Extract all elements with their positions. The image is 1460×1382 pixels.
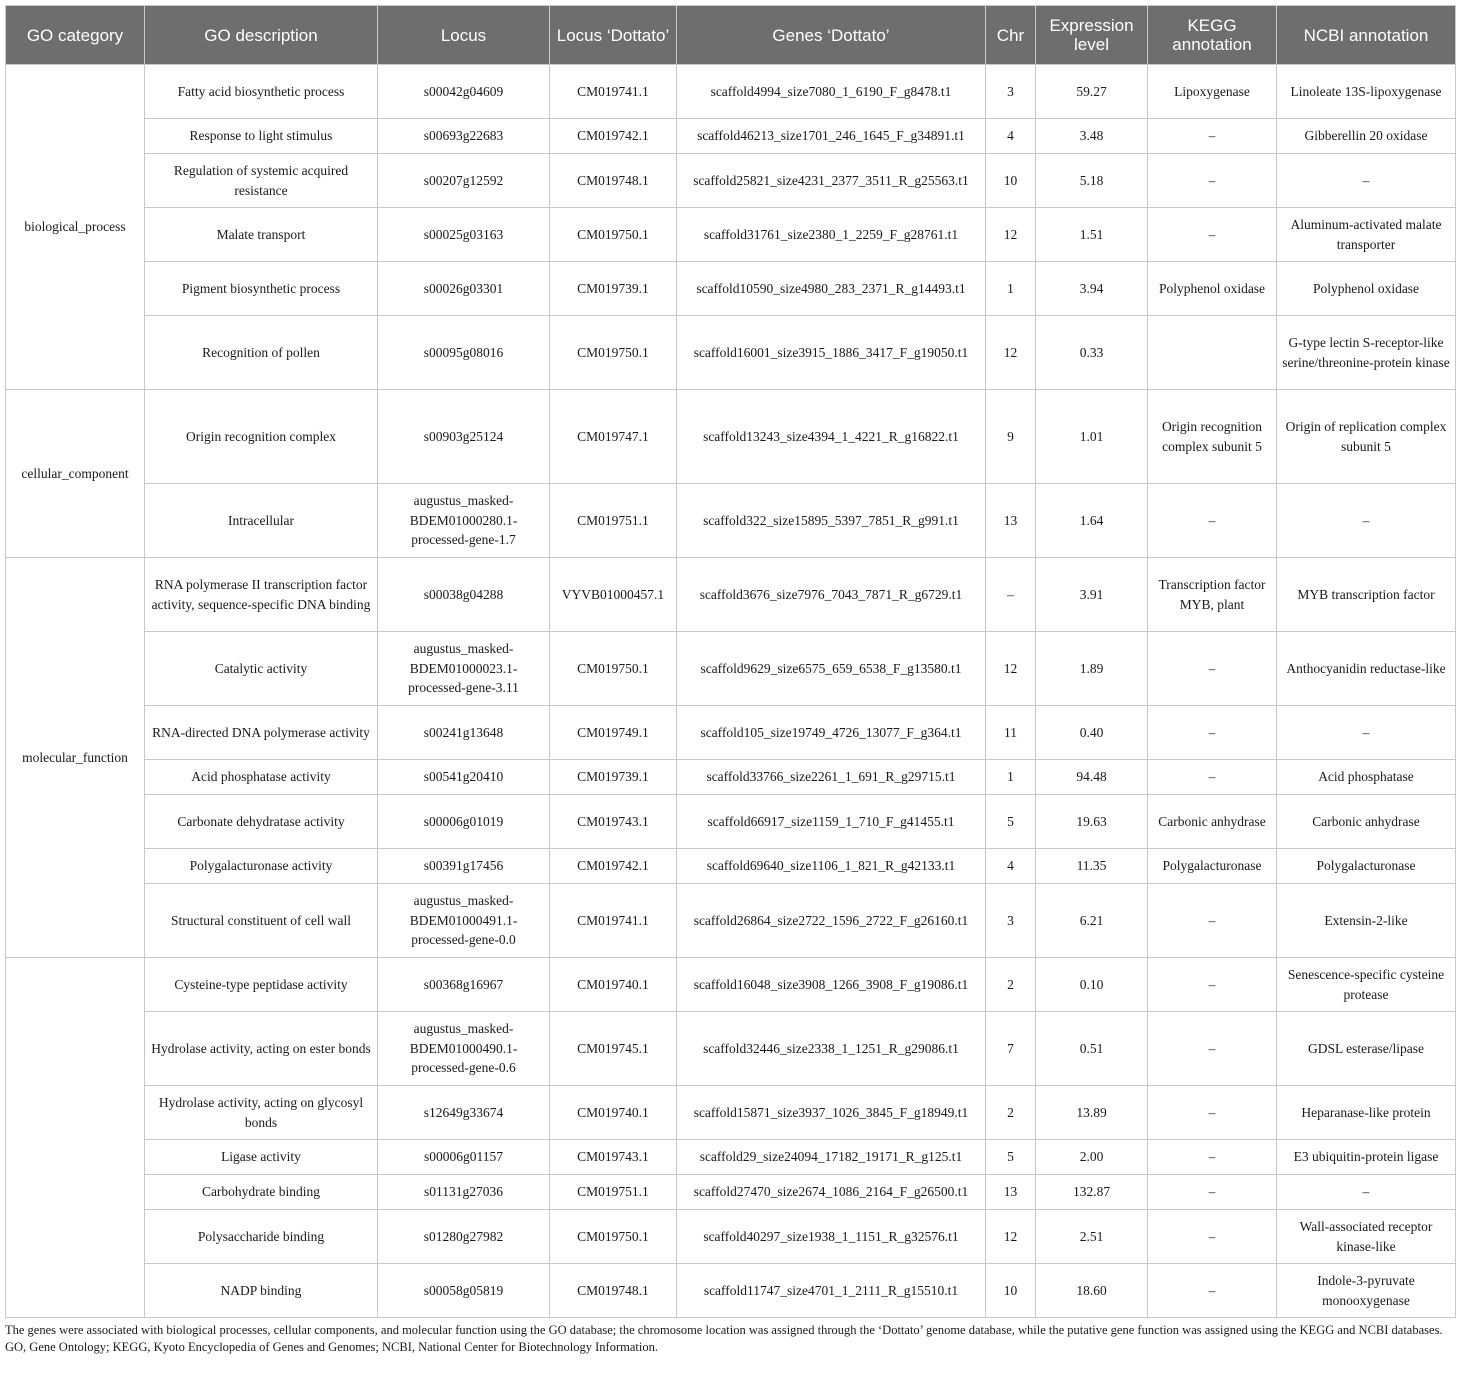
- cell-gene-dottato: scaffold322_size15895_5397_7851_R_g991.t1: [677, 484, 986, 558]
- table-row: [6, 119, 1456, 154]
- cell-expression-level: 0.51: [1036, 1012, 1148, 1086]
- cell-go-description: RNA-directed DNA polymerase activity: [145, 706, 378, 760]
- cell-kegg-annotation: Transcription factor MYB, plant: [1148, 558, 1277, 632]
- cell-ncbi-annotation: –: [1277, 154, 1456, 208]
- table-row: [6, 884, 1456, 958]
- cell-gene-dottato: scaffold10590_size4980_283_2371_R_g14493.t1: [677, 262, 986, 316]
- cell-go-category: molecular_function: [6, 558, 145, 958]
- cell-chr: 13: [986, 1175, 1036, 1210]
- cell-locus-dottato: CM019748.1: [550, 154, 677, 208]
- cell-ncbi-annotation: Senescence-specific cysteine protease: [1277, 958, 1456, 1012]
- cell-chr: 11: [986, 706, 1036, 760]
- cell-chr: 4: [986, 119, 1036, 154]
- cell-locus-dottato: CM019745.1: [550, 1012, 677, 1086]
- cell-locus-dottato: CM019747.1: [550, 390, 677, 484]
- cell-ncbi-annotation: Polygalacturonase: [1277, 849, 1456, 884]
- table-header: [6, 6, 1456, 65]
- cell-gene-dottato: scaffold31761_size2380_1_2259_F_g28761.t1: [677, 208, 986, 262]
- cell-kegg-annotation: –: [1148, 119, 1277, 154]
- cell-go-description: RNA polymerase II transcription factor activity, sequence-specific DNA binding: [145, 558, 378, 632]
- cell-chr: –: [986, 558, 1036, 632]
- cell-kegg-annotation: –: [1148, 1086, 1277, 1140]
- table-row: [6, 390, 1456, 484]
- go-annotation-table: [5, 5, 1456, 1318]
- cell-ncbi-annotation: G-type lectin S-receptor-like serine/threonine-protein kinase: [1277, 316, 1456, 390]
- cell-locus-dottato: CM019743.1: [550, 795, 677, 849]
- cell-ncbi-annotation: –: [1277, 1175, 1456, 1210]
- cell-go-description: Malate transport: [145, 208, 378, 262]
- cell-ncbi-annotation: Origin of replication complex subunit 5: [1277, 390, 1456, 484]
- cell-gene-dottato: scaffold66917_size1159_1_710_F_g41455.t1: [677, 795, 986, 849]
- cell-kegg-annotation: –: [1148, 154, 1277, 208]
- cell-go-description: Regulation of systemic acquired resistance: [145, 154, 378, 208]
- cell-gene-dottato: scaffold25821_size4231_2377_3511_R_g25563.t1: [677, 154, 986, 208]
- cell-locus-dottato: VYVB01000457.1: [550, 558, 677, 632]
- cell-kegg-annotation: –: [1148, 1210, 1277, 1264]
- cell-kegg-annotation: Polygalacturonase: [1148, 849, 1277, 884]
- cell-ncbi-annotation: E3 ubiquitin-protein ligase: [1277, 1140, 1456, 1175]
- cell-gene-dottato: scaffold4994_size7080_1_6190_F_g8478.t1: [677, 65, 986, 119]
- cell-chr: 10: [986, 154, 1036, 208]
- cell-go-description: Response to light stimulus: [145, 119, 378, 154]
- cell-kegg-annotation: –: [1148, 958, 1277, 1012]
- cell-kegg-annotation: Carbonic anhydrase: [1148, 795, 1277, 849]
- cell-ncbi-annotation: Indole-3-pyruvate monooxygenase: [1277, 1264, 1456, 1318]
- cell-locus: s00058g05819: [378, 1264, 550, 1318]
- cell-kegg-annotation: –: [1148, 1012, 1277, 1086]
- cell-expression-level: 59.27: [1036, 65, 1148, 119]
- cell-locus: s01131g27036: [378, 1175, 550, 1210]
- cell-gene-dottato: scaffold29_size24094_17182_19171_R_g125.t1: [677, 1140, 986, 1175]
- cell-chr: 5: [986, 795, 1036, 849]
- cell-gene-dottato: scaffold33766_size2261_1_691_R_g29715.t1: [677, 760, 986, 795]
- table-row: [6, 760, 1456, 795]
- header-kegg-annotation: KEGG annotation: [1148, 6, 1277, 65]
- cell-locus-dottato: CM019749.1: [550, 706, 677, 760]
- table-row: [6, 1210, 1456, 1264]
- cell-locus-dottato: CM019751.1: [550, 484, 677, 558]
- cell-locus-dottato: CM019739.1: [550, 262, 677, 316]
- cell-ncbi-annotation: Heparanase-like protein: [1277, 1086, 1456, 1140]
- cell-locus: s00025g03163: [378, 208, 550, 262]
- cell-expression-level: 19.63: [1036, 795, 1148, 849]
- cell-locus: s00038g04288: [378, 558, 550, 632]
- cell-locus: s00026g03301: [378, 262, 550, 316]
- table-row: [6, 706, 1456, 760]
- cell-expression-level: 1.89: [1036, 632, 1148, 706]
- cell-gene-dottato: scaffold32446_size2338_1_1251_R_g29086.t1: [677, 1012, 986, 1086]
- cell-go-category: biological_process: [6, 65, 145, 390]
- header-row: [6, 6, 1456, 65]
- cell-chr: 1: [986, 262, 1036, 316]
- table-row: [6, 208, 1456, 262]
- cell-expression-level: 0.40: [1036, 706, 1148, 760]
- cell-locus: augustus_masked-BDEM01000023.1-processed-gene-3.11: [378, 632, 550, 706]
- cell-kegg-annotation: –: [1148, 484, 1277, 558]
- cell-locus-dottato: CM019742.1: [550, 849, 677, 884]
- cell-expression-level: 2.00: [1036, 1140, 1148, 1175]
- cell-locus-dottato: CM019743.1: [550, 1140, 677, 1175]
- cell-go-category: cellular_component: [6, 390, 145, 558]
- cell-locus-dottato: CM019740.1: [550, 958, 677, 1012]
- cell-gene-dottato: scaffold9629_size6575_659_6538_F_g13580.t1: [677, 632, 986, 706]
- cell-chr: 10: [986, 1264, 1036, 1318]
- cell-locus-dottato: CM019751.1: [550, 1175, 677, 1210]
- cell-go-description: Polygalacturonase activity: [145, 849, 378, 884]
- cell-kegg-annotation: –: [1148, 632, 1277, 706]
- cell-chr: 12: [986, 1210, 1036, 1264]
- cell-gene-dottato: scaffold40297_size1938_1_1151_R_g32576.t1: [677, 1210, 986, 1264]
- cell-chr: 4: [986, 849, 1036, 884]
- cell-ncbi-annotation: Anthocyanidin reductase-like: [1277, 632, 1456, 706]
- cell-go-description: Pigment biosynthetic process: [145, 262, 378, 316]
- table-row: [6, 558, 1456, 632]
- cell-expression-level: 11.35: [1036, 849, 1148, 884]
- cell-chr: 12: [986, 632, 1036, 706]
- cell-chr: 13: [986, 484, 1036, 558]
- cell-ncbi-annotation: Linoleate 13S-lipoxygenase: [1277, 65, 1456, 119]
- cell-gene-dottato: scaffold105_size19749_4726_13077_F_g364.t1: [677, 706, 986, 760]
- table-footnote: [5, 1322, 1457, 1355]
- table-row: [6, 795, 1456, 849]
- cell-ncbi-annotation: Extensin-2-like: [1277, 884, 1456, 958]
- cell-expression-level: 0.33: [1036, 316, 1148, 390]
- header-go-description: GO description: [145, 6, 378, 65]
- cell-go-description: Hydrolase activity, acting on ester bonds: [145, 1012, 378, 1086]
- cell-gene-dottato: scaffold16001_size3915_1886_3417_F_g19050.t1: [677, 316, 986, 390]
- cell-expression-level: 3.91: [1036, 558, 1148, 632]
- cell-expression-level: 1.51: [1036, 208, 1148, 262]
- cell-expression-level: 13.89: [1036, 1086, 1148, 1140]
- cell-gene-dottato: scaffold3676_size7976_7043_7871_R_g6729.t1: [677, 558, 986, 632]
- cell-gene-dottato: scaffold69640_size1106_1_821_R_g42133.t1: [677, 849, 986, 884]
- cell-locus-dottato: CM019740.1: [550, 1086, 677, 1140]
- table-row: [6, 1086, 1456, 1140]
- cell-go-description: Carbohydrate binding: [145, 1175, 378, 1210]
- cell-kegg-annotation: –: [1148, 884, 1277, 958]
- cell-go-description: Hydrolase activity, acting on glycosyl bonds: [145, 1086, 378, 1140]
- cell-chr: 2: [986, 958, 1036, 1012]
- cell-kegg-annotation: –: [1148, 760, 1277, 795]
- cell-go-description: Intracellular: [145, 484, 378, 558]
- cell-kegg-annotation: –: [1148, 1264, 1277, 1318]
- footnote-description: The genes were associated with biological processes, cellular components, and molecular function using the GO database; the chromosome location was assigned through the ‘Dottato’ genome database, while the putative gene function was assigned using the KEGG and NCBI databases.: [5, 1323, 1443, 1337]
- cell-locus: s01280g27982: [378, 1210, 550, 1264]
- footnote-abbreviations: GO, Gene Ontology; KEGG, Kyoto Encyclopedia of Genes and Genomes; NCBI, National Center for Biotechnology Information.: [5, 1339, 658, 1354]
- cell-ncbi-annotation: –: [1277, 706, 1456, 760]
- cell-locus: s00042g04609: [378, 65, 550, 119]
- cell-go-description: Cysteine-type peptidase activity: [145, 958, 378, 1012]
- cell-chr: 12: [986, 316, 1036, 390]
- cell-locus: augustus_masked-BDEM01000490.1-processed-gene-0.6: [378, 1012, 550, 1086]
- header-chr: Chr: [986, 6, 1036, 65]
- cell-locus-dottato: CM019741.1: [550, 884, 677, 958]
- cell-chr: 1: [986, 760, 1036, 795]
- table-row: [6, 262, 1456, 316]
- cell-locus-dottato: CM019750.1: [550, 632, 677, 706]
- cell-locus: s00241g13648: [378, 706, 550, 760]
- cell-kegg-annotation: Origin recognition complex subunit 5: [1148, 390, 1277, 484]
- cell-chr: 9: [986, 390, 1036, 484]
- table-container: [5, 5, 1455, 1355]
- cell-ncbi-annotation: –: [1277, 484, 1456, 558]
- header-go-category: GO category: [6, 6, 145, 65]
- cell-gene-dottato: scaffold27470_size2674_1086_2164_F_g26500.t1: [677, 1175, 986, 1210]
- cell-go-description: Ligase activity: [145, 1140, 378, 1175]
- cell-chr: 3: [986, 65, 1036, 119]
- cell-kegg-annotation: Lipoxygenase: [1148, 65, 1277, 119]
- header-locus: Locus: [378, 6, 550, 65]
- cell-locus: s12649g33674: [378, 1086, 550, 1140]
- cell-chr: 3: [986, 884, 1036, 958]
- cell-locus: s00541g20410: [378, 760, 550, 795]
- table-row: [6, 316, 1456, 390]
- cell-ncbi-annotation: GDSL esterase/lipase: [1277, 1012, 1456, 1086]
- cell-locus-dottato: CM019750.1: [550, 208, 677, 262]
- table-row: [6, 849, 1456, 884]
- cell-locus: s00095g08016: [378, 316, 550, 390]
- cell-locus: s00006g01157: [378, 1140, 550, 1175]
- cell-expression-level: 6.21: [1036, 884, 1148, 958]
- cell-locus: s00391g17456: [378, 849, 550, 884]
- cell-kegg-annotation: –: [1148, 1175, 1277, 1210]
- cell-locus-dottato: CM019750.1: [550, 316, 677, 390]
- cell-expression-level: 1.64: [1036, 484, 1148, 558]
- table-row: [6, 484, 1456, 558]
- cell-ncbi-annotation: Aluminum-activated malate transporter: [1277, 208, 1456, 262]
- cell-expression-level: 3.94: [1036, 262, 1148, 316]
- table-row: [6, 154, 1456, 208]
- cell-gene-dottato: scaffold13243_size4394_1_4221_R_g16822.t1: [677, 390, 986, 484]
- header-expression-level: Expression level: [1036, 6, 1148, 65]
- cell-ncbi-annotation: Polyphenol oxidase: [1277, 262, 1456, 316]
- cell-expression-level: 0.10: [1036, 958, 1148, 1012]
- table-row: [6, 958, 1456, 1012]
- cell-chr: 5: [986, 1140, 1036, 1175]
- cell-locus-dottato: CM019741.1: [550, 65, 677, 119]
- table-row: [6, 632, 1456, 706]
- cell-gene-dottato: scaffold26864_size2722_1596_2722_F_g26160.t1: [677, 884, 986, 958]
- cell-chr: 7: [986, 1012, 1036, 1086]
- cell-go-category: [6, 958, 145, 1318]
- cell-kegg-annotation: –: [1148, 706, 1277, 760]
- table-row: [6, 1175, 1456, 1210]
- cell-gene-dottato: scaffold15871_size3937_1026_3845_F_g18949.t1: [677, 1086, 986, 1140]
- cell-chr: 12: [986, 208, 1036, 262]
- cell-chr: 2: [986, 1086, 1036, 1140]
- cell-expression-level: 18.60: [1036, 1264, 1148, 1318]
- cell-go-description: Acid phosphatase activity: [145, 760, 378, 795]
- cell-locus-dottato: CM019750.1: [550, 1210, 677, 1264]
- cell-locus: s00368g16967: [378, 958, 550, 1012]
- table-row: [6, 65, 1456, 119]
- header-genes-dottato: Genes ‘Dottato’: [677, 6, 986, 65]
- cell-expression-level: 132.87: [1036, 1175, 1148, 1210]
- table-body: [6, 65, 1456, 1318]
- cell-go-description: Structural constituent of cell wall: [145, 884, 378, 958]
- cell-ncbi-annotation: MYB transcription factor: [1277, 558, 1456, 632]
- header-locus-dottato: Locus ‘Dottato’: [550, 6, 677, 65]
- cell-kegg-annotation: –: [1148, 208, 1277, 262]
- cell-go-description: Polysaccharide binding: [145, 1210, 378, 1264]
- cell-ncbi-annotation: Wall-associated receptor kinase-like: [1277, 1210, 1456, 1264]
- cell-ncbi-annotation: Gibberellin 20 oxidase: [1277, 119, 1456, 154]
- cell-gene-dottato: scaffold11747_size4701_1_2111_R_g15510.t1: [677, 1264, 986, 1318]
- cell-gene-dottato: scaffold46213_size1701_246_1645_F_g34891.t1: [677, 119, 986, 154]
- cell-ncbi-annotation: Acid phosphatase: [1277, 760, 1456, 795]
- cell-locus: s00207g12592: [378, 154, 550, 208]
- cell-expression-level: 2.51: [1036, 1210, 1148, 1264]
- cell-ncbi-annotation: Carbonic anhydrase: [1277, 795, 1456, 849]
- cell-expression-level: 94.48: [1036, 760, 1148, 795]
- table-row: [6, 1264, 1456, 1318]
- cell-locus-dottato: CM019739.1: [550, 760, 677, 795]
- cell-expression-level: 1.01: [1036, 390, 1148, 484]
- cell-locus-dottato: CM019742.1: [550, 119, 677, 154]
- cell-locus: s00006g01019: [378, 795, 550, 849]
- cell-locus: s00903g25124: [378, 390, 550, 484]
- cell-gene-dottato: scaffold16048_size3908_1266_3908_F_g19086.t1: [677, 958, 986, 1012]
- cell-kegg-annotation: –: [1148, 1140, 1277, 1175]
- table-row: [6, 1012, 1456, 1086]
- cell-go-description: Fatty acid biosynthetic process: [145, 65, 378, 119]
- cell-kegg-annotation: [1148, 316, 1277, 390]
- cell-locus: augustus_masked-BDEM01000491.1-processed-gene-0.0: [378, 884, 550, 958]
- cell-locus: augustus_masked-BDEM01000280.1-processed-gene-1.7: [378, 484, 550, 558]
- cell-locus: s00693g22683: [378, 119, 550, 154]
- header-ncbi-annotation: NCBI annotation: [1277, 6, 1456, 65]
- cell-go-description: Carbonate dehydratase activity: [145, 795, 378, 849]
- table-row: [6, 1140, 1456, 1175]
- cell-expression-level: 3.48: [1036, 119, 1148, 154]
- cell-locus-dottato: CM019748.1: [550, 1264, 677, 1318]
- cell-go-description: Recognition of pollen: [145, 316, 378, 390]
- cell-expression-level: 5.18: [1036, 154, 1148, 208]
- cell-go-description: Origin recognition complex: [145, 390, 378, 484]
- cell-go-description: Catalytic activity: [145, 632, 378, 706]
- cell-kegg-annotation: Polyphenol oxidase: [1148, 262, 1277, 316]
- cell-go-description: NADP binding: [145, 1264, 378, 1318]
